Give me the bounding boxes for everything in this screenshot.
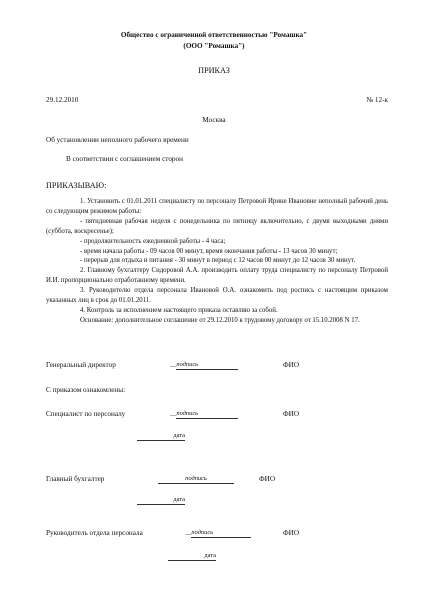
- signer-2-date-line: [137, 496, 185, 505]
- signer-1-date-line: [137, 432, 185, 441]
- signer-2-sign-label: подпись: [185, 475, 207, 482]
- signer-3-title: Руководитель отдела персонала: [46, 529, 143, 537]
- signer-1-date-label: дата: [173, 432, 185, 439]
- director-name: ФИО: [283, 361, 300, 369]
- signer-1-sign-label: подпись: [176, 410, 199, 417]
- signer-1-title: Специалист по персоналу: [46, 410, 126, 418]
- director-sign-label: подпись: [176, 361, 199, 368]
- order-city: Москва: [202, 116, 226, 124]
- signer-2-title: Главный бухгалтер: [46, 475, 105, 483]
- order-paragraph-break: - перерыв для отдыха и питания - 30 минут в период с 12 часов 00 минут до 12 часов 30 минут.: [80, 257, 356, 265]
- order-paragraph-duration: - продолжительность ежедневной работы - 4 часа;: [80, 237, 226, 245]
- order-basis: Основание: дополнительное соглашение от 29.12.2010 к трудовому договору от 15.10.2008 N 17.: [80, 316, 360, 324]
- director-signature-line: __подпись: [170, 361, 238, 370]
- signer-3-date-line: [168, 552, 216, 561]
- order-word: ПРИКАЗЫВАЮ:: [46, 181, 107, 190]
- order-paragraph-1: 1. Установить с 01.01.2011 специалисту по персоналу Петровой Ирине Ивановне неполный рабочий день со следующим режимом работы:: [46, 198, 388, 215]
- acquainted-label: С приказом ознакомлены:: [46, 386, 126, 394]
- signer-1-signature-line: __подпись: [170, 410, 238, 419]
- signer-3-signature-line: __подпись: [185, 529, 251, 538]
- signer-3-date-label: дата: [204, 552, 216, 559]
- order-number: № 12-к: [366, 96, 388, 104]
- order-date: 29.12.2010: [46, 96, 79, 104]
- signer-1-name: ФИО: [283, 410, 300, 418]
- order-paragraph-4: 4. Контроль за исполнением настоящего приказа оставляю за собой.: [80, 306, 278, 314]
- order-paragraph-2: 2. Главному бухгалтеру Сидоровой А.А. производить оплату труда специалисту по персоналу Петровой И.И. пропорционально отработанному времени.: [46, 267, 388, 285]
- document-type: ПРИКАЗ: [198, 66, 230, 75]
- org-full-name: Общество с ограниченной ответственностью "Ромашка": [120, 31, 308, 39]
- signer-2-name: ФИО: [259, 475, 276, 483]
- director-title: Генеральный директор: [46, 361, 116, 369]
- order-body: [46, 197, 388, 326]
- signer-3-name: ФИО: [283, 529, 300, 537]
- order-paragraph-3: 3. Руководителю отдела персонала Ивановой О.А. ознакомить под роспись с настоящим приказом указанных лиц в срок до 01.01.2011.: [46, 287, 388, 305]
- order-paragraph-hours: - время начала работы - 09 часов 00 минут, время окончания работы - 13 часов 30 минут;: [80, 247, 338, 255]
- signer-2-date-label: дата: [173, 496, 185, 503]
- signer-3-sign-label: подпись: [191, 529, 214, 536]
- order-basis-intro: В соответствии с соглашением сторон: [66, 155, 183, 163]
- org-short-name: (ООО "Ромашка"): [183, 42, 245, 50]
- signer-2-signature-line: [158, 475, 234, 484]
- order-subject: Об установлении неполного рабочего времени: [46, 136, 189, 144]
- order-paragraph-schedule: - пятидневная рабочая неделя с понедельника по пятницу включительно, с двумя выходными днями (суббота, воскресенье);: [46, 217, 388, 235]
